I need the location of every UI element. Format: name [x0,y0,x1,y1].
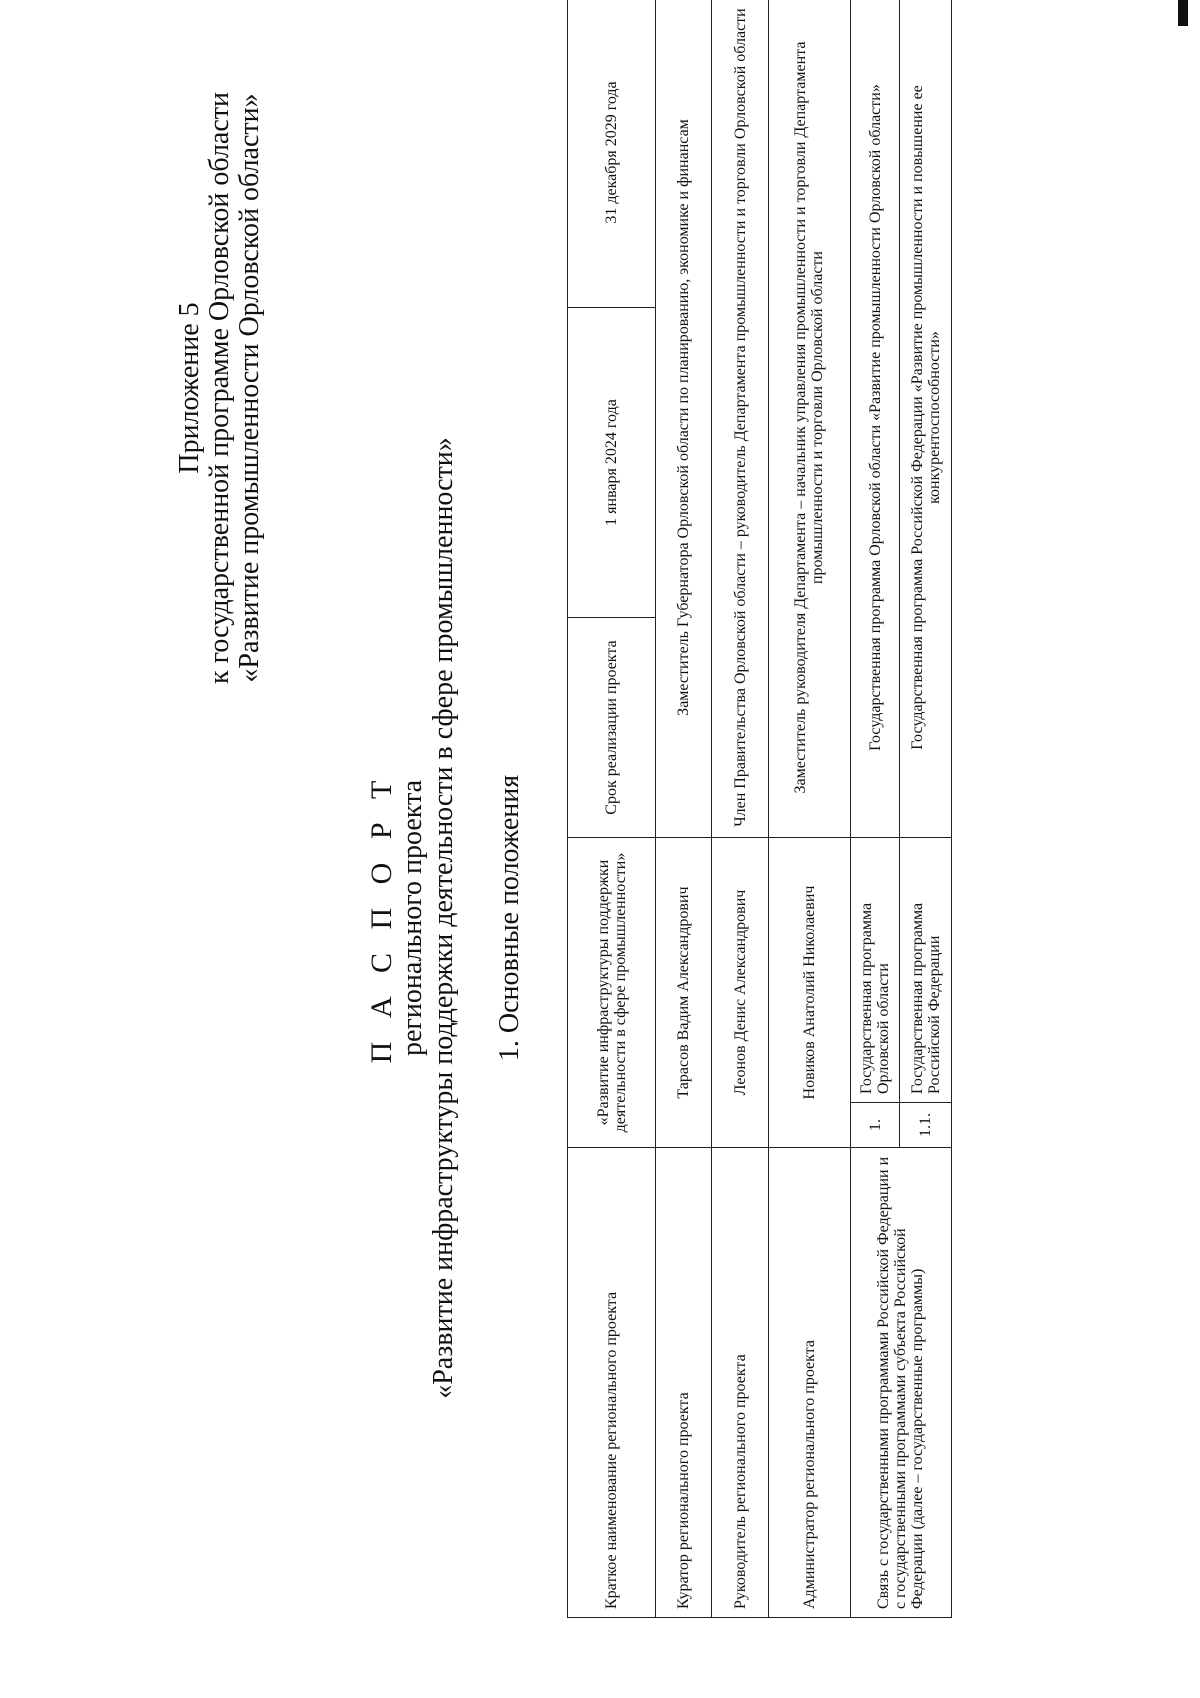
basic-provisions-table [567,0,952,1618]
link-program-type: Государственная программа Российской Федерации [900,838,952,1103]
passport-title: П А С П О Р Т [365,772,398,1064]
table-row [712,0,768,1618]
section-title: 1. Основные положения [494,774,525,1062]
short-name-value: «Развитие инфраструктуры поддержки деятельности в сфере промышленности» [568,838,656,1148]
term-end: 31 декабря 2029 года [568,0,656,308]
table-row [768,0,850,1618]
appendix-subtitle: к государственной программе Орловской области [204,92,235,684]
link-row-number: 1. [850,1103,899,1148]
table-row [568,0,656,1618]
admin-name: Новиков Анатолий Николаевич [768,838,850,1148]
curator-label: Куратор регионального проекта [656,1148,712,1618]
term-label: Срок реализации проекта [568,618,656,838]
table-row [850,0,899,1618]
passport-subtitle: регионального проекта [397,779,428,1057]
curator-position: Заместитель Губернатора Орловской области по планированию, экономике и финансам [656,0,712,838]
head-position: Член Правительства Орловской области – руководитель Департамента промышленности и торговли Орловской области [712,0,768,838]
term-start: 1 января 2024 года [568,308,656,618]
short-name-label: Краткое наименование регионального проекта [568,1148,656,1618]
appendix-program-name: «Развитие промышленности Орловской области» [234,93,265,683]
link-row-number: 1.1. [900,1103,952,1148]
passport-heading [366,368,459,1468]
link-label: Связь с государственными программами Российской Федерации и с государственными программами субъекта Российской Федерации (далее – государственные программы) [850,1148,951,1618]
head-name: Леонов Денис Александрович [712,838,768,1148]
project-name: «Развитие инфраструктуры поддержки деятельности в сфере промышленности» [428,437,459,1399]
table-row [656,0,712,1618]
curator-name: Тарасов Вадим Александрович [656,838,712,1148]
link-program-name: Государственная программа Орловской области «Развитие промышленности Орловской области» [850,0,899,838]
admin-position: Заместитель руководителя Департамента – начальник управления промышленности и торговли Департамента промышленности и торговли Орловской области [768,0,850,838]
admin-label: Администратор регионального проекта [768,1148,850,1618]
link-program-type: Государственная программа Орловской области [850,838,899,1103]
appendix-header [175,88,265,688]
appendix-title: Приложение 5 [174,302,205,474]
head-label: Руководитель регионального проекта [712,1148,768,1618]
link-program-name: Государственная программа Российской Федерации «Развитие промышленности и повышение ее конкурентоспособности» [900,0,952,838]
